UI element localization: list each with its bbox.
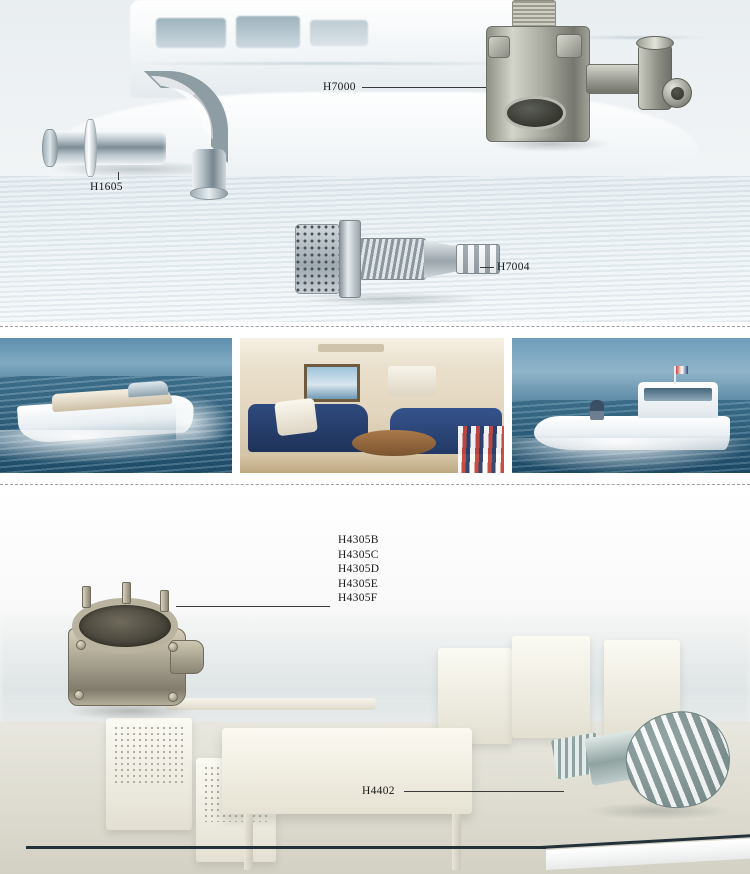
body-boss xyxy=(556,34,582,58)
lifestyle-photo-strip xyxy=(0,338,750,473)
wake xyxy=(0,430,232,464)
windscreen xyxy=(128,381,169,398)
threaded-top xyxy=(512,0,556,28)
marine-hardware-bottom-panel xyxy=(0,490,750,874)
background-cabin-window xyxy=(310,20,368,46)
photo-speedboat xyxy=(0,338,232,473)
valve-bore xyxy=(504,96,566,130)
taper-shoulder xyxy=(424,240,458,278)
product-image-h7000 xyxy=(470,0,705,165)
clamp-lug xyxy=(122,582,131,604)
helmsman xyxy=(590,400,604,420)
striped-fabric xyxy=(458,426,504,473)
clamp-lug xyxy=(82,586,91,608)
divider-top xyxy=(0,326,750,327)
leader-line-h1605 xyxy=(118,172,119,180)
framed-artwork xyxy=(304,364,360,402)
part-label-h4305f: H4305F xyxy=(338,592,378,605)
divider-bottom xyxy=(0,484,750,485)
product-image-h7004 xyxy=(295,216,500,306)
clamp-lug xyxy=(160,590,169,612)
flag xyxy=(676,366,688,374)
saloon-window xyxy=(388,366,436,396)
ceiling-vent xyxy=(318,344,384,352)
deck-table-leg xyxy=(452,814,461,870)
drop-shadow xyxy=(490,136,610,152)
part-label-h7004: H7004 xyxy=(497,261,530,273)
leader-line-h4402 xyxy=(404,791,564,792)
part-label-h4305d: H4305D xyxy=(338,563,380,576)
part-label-h1605: H1605 xyxy=(90,181,123,193)
deck-chair-perforation xyxy=(114,726,184,786)
marine-hardware-top-panel xyxy=(0,0,750,322)
product-image-h1605 xyxy=(40,55,240,185)
pipe-riser-tip xyxy=(190,187,228,200)
photo-saloon-interior xyxy=(240,338,504,473)
mounting-flange xyxy=(84,119,97,177)
flange-bolt xyxy=(168,692,178,702)
product-image-h4402 xyxy=(548,690,748,835)
wake xyxy=(512,438,750,473)
background-cabin-window xyxy=(236,16,300,48)
end-cap-port xyxy=(671,87,684,100)
drop-shadow xyxy=(301,292,481,306)
deck-table xyxy=(222,728,472,814)
flange-bolt xyxy=(168,642,178,652)
ceiling xyxy=(240,338,504,368)
product-image-h4305-series xyxy=(52,578,212,728)
leader-line-h7000 xyxy=(362,87,486,88)
hex-nut xyxy=(339,220,361,298)
threaded-shank xyxy=(360,238,426,280)
deck-table-leg xyxy=(244,814,253,870)
hose-barb xyxy=(456,244,500,274)
tee-top-rim xyxy=(636,36,674,50)
part-label-h4305b: H4305B xyxy=(338,534,379,546)
leader-line-h4305 xyxy=(176,606,330,607)
photo-pilothouse-cruiser xyxy=(512,338,750,473)
flange-bolt xyxy=(74,690,84,700)
saloon-table xyxy=(352,430,436,456)
part-label-h4305e: H4305E xyxy=(338,577,379,590)
part-label-h4402: H4402 xyxy=(362,785,395,797)
part-label-h7000: H7000 xyxy=(323,81,356,93)
leader-line-h7004 xyxy=(480,267,494,268)
slotted-strainer-head xyxy=(618,704,737,817)
part-label-group-h4305 xyxy=(338,533,379,606)
pipe-open-end xyxy=(42,129,58,167)
background-cabin-window xyxy=(156,18,226,48)
strainer-grid xyxy=(295,224,341,294)
hull-rail-line xyxy=(26,846,546,849)
body-boss xyxy=(488,36,510,58)
part-label-h4305c: H4305C xyxy=(338,548,379,561)
flange-bolt xyxy=(76,640,86,650)
cushion xyxy=(274,398,318,437)
pilothouse-window xyxy=(644,388,712,401)
